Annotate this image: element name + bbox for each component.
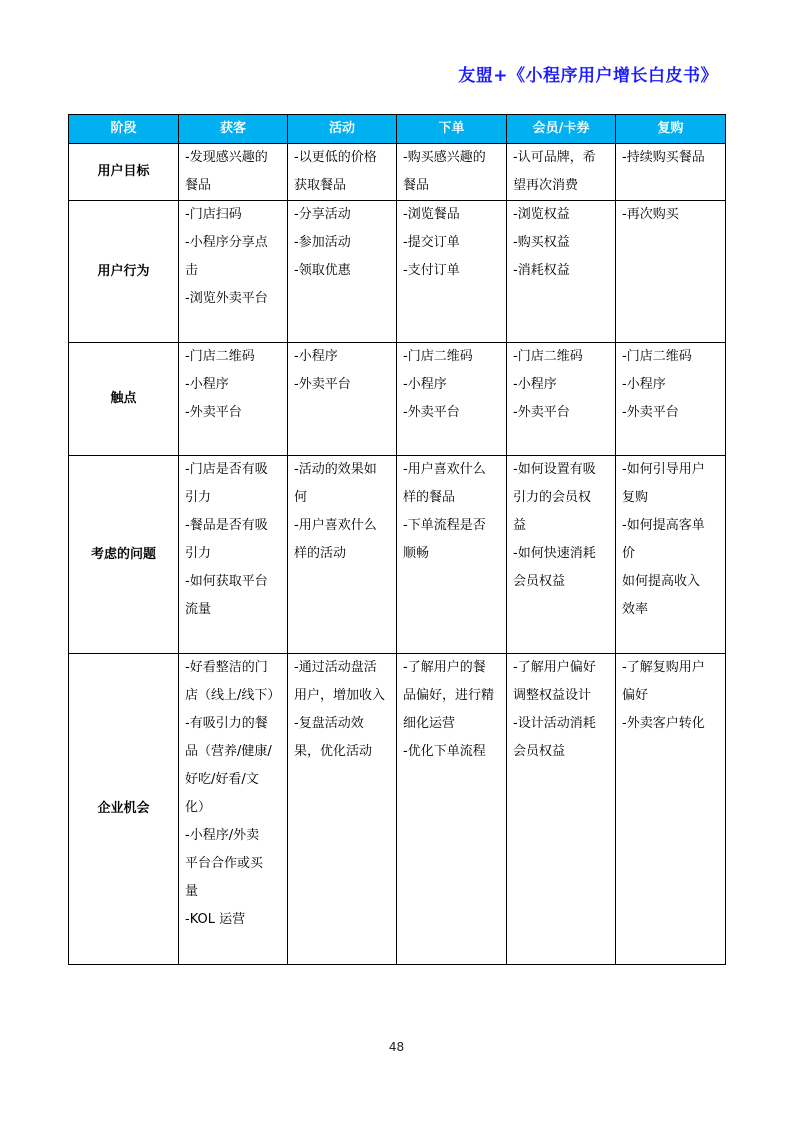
table-cell: -了解用户的餐 品偏好，进行精 细化运营 -优化下单流程	[397, 654, 507, 965]
column-header: 活动	[288, 115, 397, 144]
table-row	[69, 654, 726, 965]
table-cell: -门店二维码 -小程序 -外卖平台	[179, 343, 288, 456]
column-header: 下单	[397, 115, 507, 144]
table-header-row	[69, 115, 726, 144]
header-title: 友盟+《小程序用户增长白皮书》	[458, 66, 718, 86]
column-header: 复购	[616, 115, 726, 144]
page-number: 48	[388, 1040, 405, 1054]
table-cell: -门店扫码 -小程序分享点 击 -浏览外卖平台	[179, 201, 288, 343]
table-row	[69, 343, 726, 456]
table-cell: -以更低的价格 获取餐品	[288, 144, 397, 201]
table-cell: -用户喜欢什么 样的餐品 -下单流程是否 顺畅	[397, 456, 507, 654]
table-cell: -了解用户偏好 调整权益设计 -设计活动消耗 会员权益	[507, 654, 616, 965]
user-journey-table	[68, 114, 726, 965]
row-header: 考虑的问题	[69, 456, 179, 654]
table-cell: -门店是否有吸 引力 -餐品是否有吸 引力 -如何获取平台 流量	[179, 456, 288, 654]
table-cell: -活动的效果如 何 -用户喜欢什么 样的活动	[288, 456, 397, 654]
row-header: 用户行为	[69, 201, 179, 343]
column-header: 会员/卡券	[507, 115, 616, 144]
row-header: 触点	[69, 343, 179, 456]
table-cell: -浏览权益 -购买权益 -消耗权益	[507, 201, 616, 343]
table-cell: -好看整洁的门 店（线上/线下） -有吸引力的餐 品（营养/健康/ 好吃/好看/文 化） -小程序/外卖 平台合作或买 量 -KOL 运营	[179, 654, 288, 965]
table-cell: -门店二维码 -小程序 -外卖平台	[397, 343, 507, 456]
table-row	[69, 201, 726, 343]
table-cell: -持续购买餐品	[616, 144, 726, 201]
table-cell: -认可品牌，希 望再次消费	[507, 144, 616, 201]
table-cell: -分享活动 -参加活动 -领取优惠	[288, 201, 397, 343]
table-cell: -通过活动盘活 用户，增加收入 -复盘活动效 果，优化活动	[288, 654, 397, 965]
row-header: 企业机会	[69, 654, 179, 965]
table-cell: -购买感兴趣的 餐品	[397, 144, 507, 201]
table-row	[69, 456, 726, 654]
table-cell: -如何设置有吸 引力的会员权 益 -如何快速消耗 会员权益	[507, 456, 616, 654]
table-cell: -门店二维码 -小程序 -外卖平台	[507, 343, 616, 456]
table-cell: -门店二维码 -小程序 -外卖平台	[616, 343, 726, 456]
table-cell: -小程序 -外卖平台	[288, 343, 397, 456]
table-cell: -浏览餐品 -提交订单 -支付订单	[397, 201, 507, 343]
table-cell: -再次购买	[616, 201, 726, 343]
table-cell: -如何引导用户 复购 -如何提高客单 价 如何提高收入 效率	[616, 456, 726, 654]
table-cell: -发现感兴趣的 餐品	[179, 144, 288, 201]
column-header: 阶段	[69, 115, 179, 144]
row-header: 用户目标	[69, 144, 179, 201]
table-row	[69, 144, 726, 201]
table-cell: -了解复购用户 偏好 -外卖客户转化	[616, 654, 726, 965]
column-header: 获客	[179, 115, 288, 144]
